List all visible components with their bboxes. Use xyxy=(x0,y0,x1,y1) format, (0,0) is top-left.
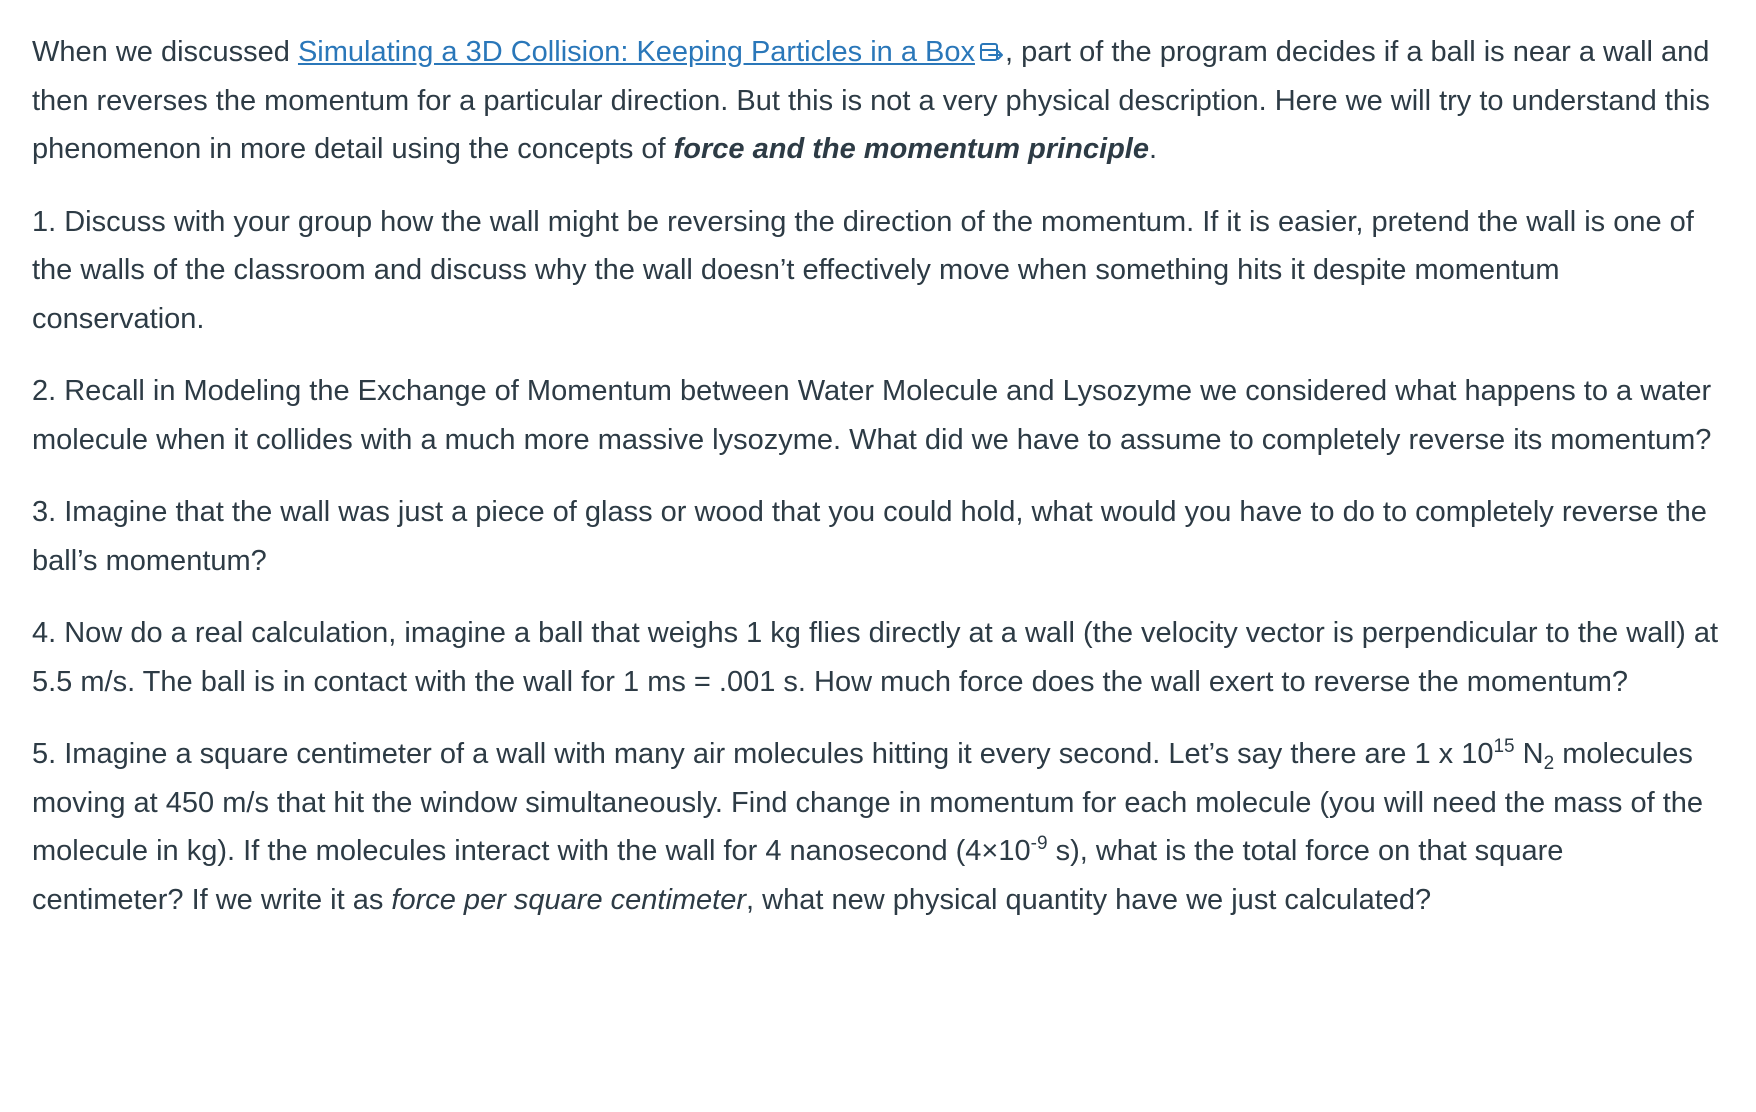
q5-exponent-neg9: -9 xyxy=(1030,833,1048,854)
intro-text-1: When we discussed xyxy=(32,36,298,68)
assignment-content xyxy=(32,28,1722,948)
question-2: 2. Recall in Modeling the Exchange of Momentum between Water Molecule and Lysozyme we considered what happens to a water molecule when it collides with a much more massive lysozyme. What did we have to assume to completely reverse its momentum? xyxy=(32,375,1712,456)
intro-text-3: . xyxy=(1148,133,1158,165)
intro-emphasis: force and the momentum principle xyxy=(673,133,1149,165)
simulating-3d-collision-link[interactable]: Simulating a 3D Collision: Keeping Particles in a Box xyxy=(297,36,975,68)
question-3: 3. Imagine that the wall was just a piece of glass or wood that you could hold, what would you have to do to completely reverse the ball’s momentum? xyxy=(32,496,1707,577)
question-5 xyxy=(32,730,1722,924)
external-link-icon[interactable] xyxy=(979,40,1005,64)
intro-text-2: , part of the program decides if a ball is near a wall and then reverses the momentum for a particular direction. But this is not a very physical description. Here we will try to understand this phenomenon in more detail using the concepts of xyxy=(32,36,1710,165)
question-4: 4. Now do a real calculation, imagine a ball that weighs 1 kg flies directly at a wall (the velocity vector is perpendicular to the wall) at 5.5 m/s. The ball is in contact with the wall for 1 ms = .001 s. How much force does the wall exert to reverse the momentum? xyxy=(32,617,1719,698)
q5-text-4: s), what is the total force on that square centimeter? If we write it as xyxy=(32,835,1564,916)
q5-text-3: molecules moving at 450 m/s that hit the window simultaneously. Find change in momentum for each molecule (you will need the mass of the molecule in kg). If the molecules interact with the wall for 4 nanosecond (4×10 xyxy=(32,738,1704,867)
q5-text-1: 5. Imagine a square centimeter of a wall with many air molecules hitting it every second. Let’s say there are 1 x 10 xyxy=(32,738,1494,770)
q5-text-2: N xyxy=(1514,738,1544,770)
q5-text-5: , what new physical quantity have we just calculated? xyxy=(746,883,1432,916)
q5-italic-phrase: force per square centimeter xyxy=(391,883,747,916)
q5-subscript-2: 2 xyxy=(1543,753,1555,774)
question-1: 1. Discuss with your group how the wall might be reversing the direction of the momentum. If it is easier, pretend the wall is one of the walls of the classroom and discuss why the wall doesn’t effectively move when something hits it despite momentum conservation. xyxy=(32,205,1694,335)
intro-paragraph xyxy=(32,28,1722,174)
q5-exponent-15: 15 xyxy=(1493,736,1515,757)
